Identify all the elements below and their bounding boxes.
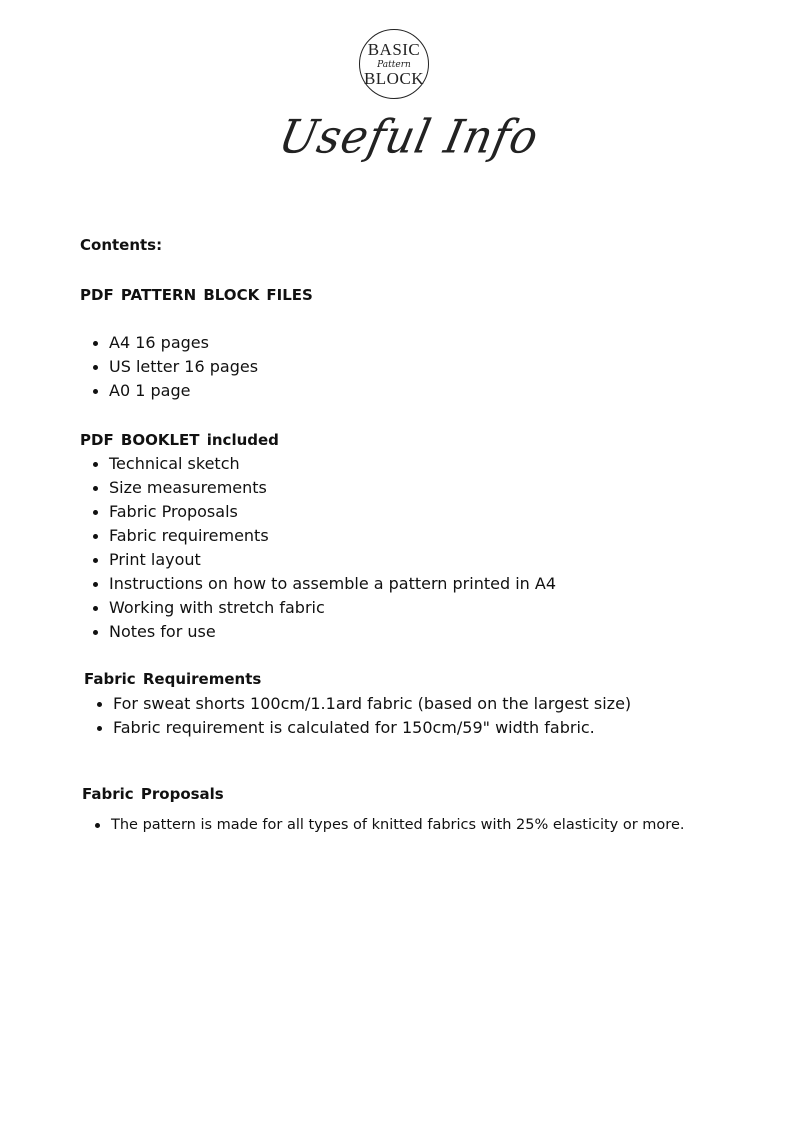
booklet-list [80,452,556,644]
list-item: Working with stretch fabric [80,596,556,620]
list-item: Technical sketch [80,452,556,476]
fabric-proposals-list [82,813,684,837]
list-item: Fabric requirement is calculated for 150cm/59" width fabric. [84,716,631,740]
fabric-requirements-list [84,692,631,740]
list-item: Instructions on how to assemble a pattern printed in A4 [80,572,556,596]
list-item: A0 1 page [80,379,258,403]
page-title: Useful Info [274,110,544,165]
booklet-heading: PDF BOOKLET included [80,431,279,449]
list-item: A4 16 pages [80,331,258,355]
brand-logo [359,29,429,99]
list-item: Notes for use [80,620,556,644]
fabric-requirements-heading: Fabric Requirements [84,670,262,688]
logo-line-basic: BASIC [367,40,421,59]
pdf-files-list [80,331,258,403]
logo-line-pattern: Pattern [377,60,411,70]
list-item: Fabric requirements [80,524,556,548]
list-item: US letter 16 pages [80,355,258,379]
list-item: Fabric Proposals [80,500,556,524]
logo-line-block: BLOCK [363,69,425,88]
list-item: Size measurements [80,476,556,500]
contents-heading: Contents: [80,236,163,254]
list-item: For sweat shorts 100cm/1.1ard fabric (based on the largest size) [84,692,631,716]
fabric-proposals-heading: Fabric Proposals [82,785,224,803]
pdf-files-heading: PDF PATTERN BLOCK FILES [80,286,313,304]
list-item: Print layout [80,548,556,572]
list-item: The pattern is made for all types of knitted fabrics with 25% elasticity or more. [82,813,684,837]
